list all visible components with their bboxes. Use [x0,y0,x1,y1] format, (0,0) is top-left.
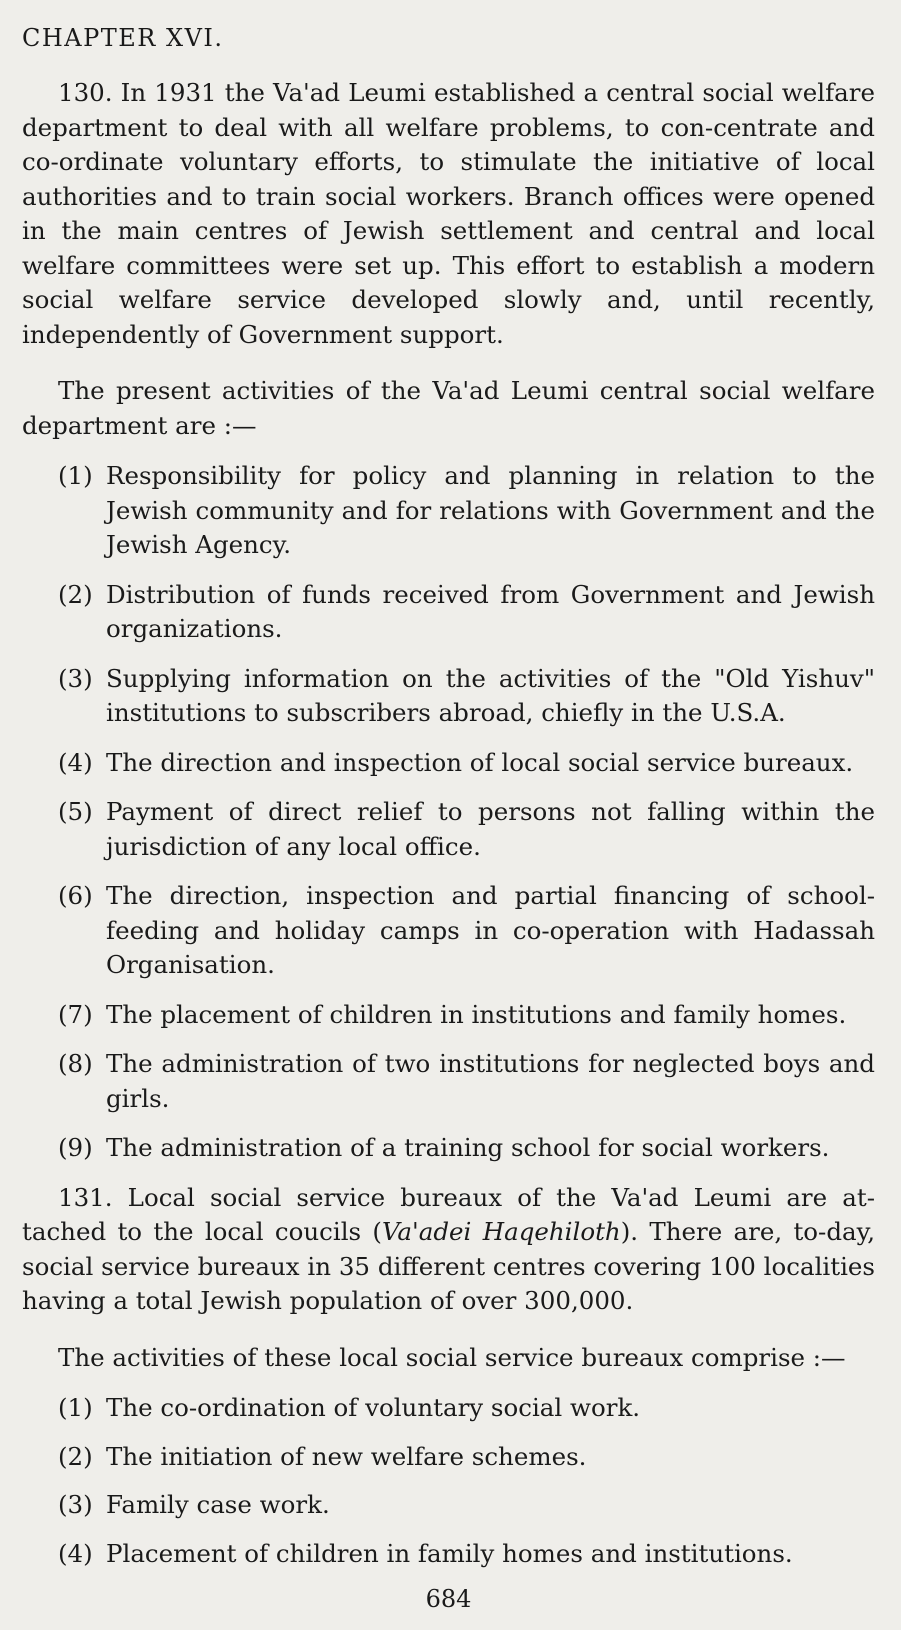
chapter-heading: CHAPTER XVI. [22,24,224,52]
list-item: (1) The co-ordination of voluntary social work. [58,1393,641,1422]
list-item: (6) The direction, inspection and partial financing of school-feeding and holiday camps in co-operation with Hadassah Organisation. [58,881,875,979]
list-item: (4) Placement of children in family homes and institutions. [58,1538,793,1568]
list-item: (7) The placement of children in institutions and family homes. [58,999,847,1029]
page-number: 684 [425,1585,472,1613]
list-item: (5) Payment of direct relief to persons not falling within the jurisdiction of any local office. [58,797,875,861]
activities-intro: The present activities of the Va'ad Leumi central social welfare department are :— [22,376,875,440]
list-item: (9) The administration of a training school for social workers. [58,1133,830,1162]
bureaux-activities-list [22,1391,875,1571]
italic-term: Va'adei Haqehiloth [381,1217,621,1246]
list-item: (3) Family case work. [58,1490,330,1519]
list-item: (3) Supplying information on the activities of the "Old Yishuv" institutions to subscribers abroad, chiefly in the U.S.A. [58,663,875,727]
list-item: (2) Distribution of funds received from Government and Jewish organizations. [58,579,875,643]
list-item: (1) Responsibility for policy and planning in relation to the Jewish community and for relations with Government and the Jewish Agency. [58,461,875,559]
list-item: (8) The administration of two institutions for neglected boys and girls. [58,1049,875,1113]
paragraph-131: 131. Local social service bureaux of the Va'ad Leumi are at-tached to the local coucils (Va'adei Haqehiloth). There are, to-day, social service bureaux in 35 different centres covering 100 localities having a total Jewish population of over 300,000. [22,1182,875,1315]
list-item: (4) The direction and inspection of local social service bureaux. [58,747,854,777]
bureaux-intro: The activities of these local social service bureaux comprise :— [58,1342,846,1372]
paragraph-130: 130. In 1931 the Va'ad Leumi established a central social welfare department to deal with all welfare problems, to con-centrate and co-ordinate voluntary efforts, to stimulate the initiative of local authorities and to train social workers. Branch offices were opened in the main centres of Jewish settlement and central and local welfare committees were set up. This effort to establish a modern social welfare service developed slowly and, until recently, independently of Government support. [22,78,875,349]
activities-list [22,459,875,1166]
list-item: (2) The initiation of new welfare schemes. [58,1441,587,1471]
